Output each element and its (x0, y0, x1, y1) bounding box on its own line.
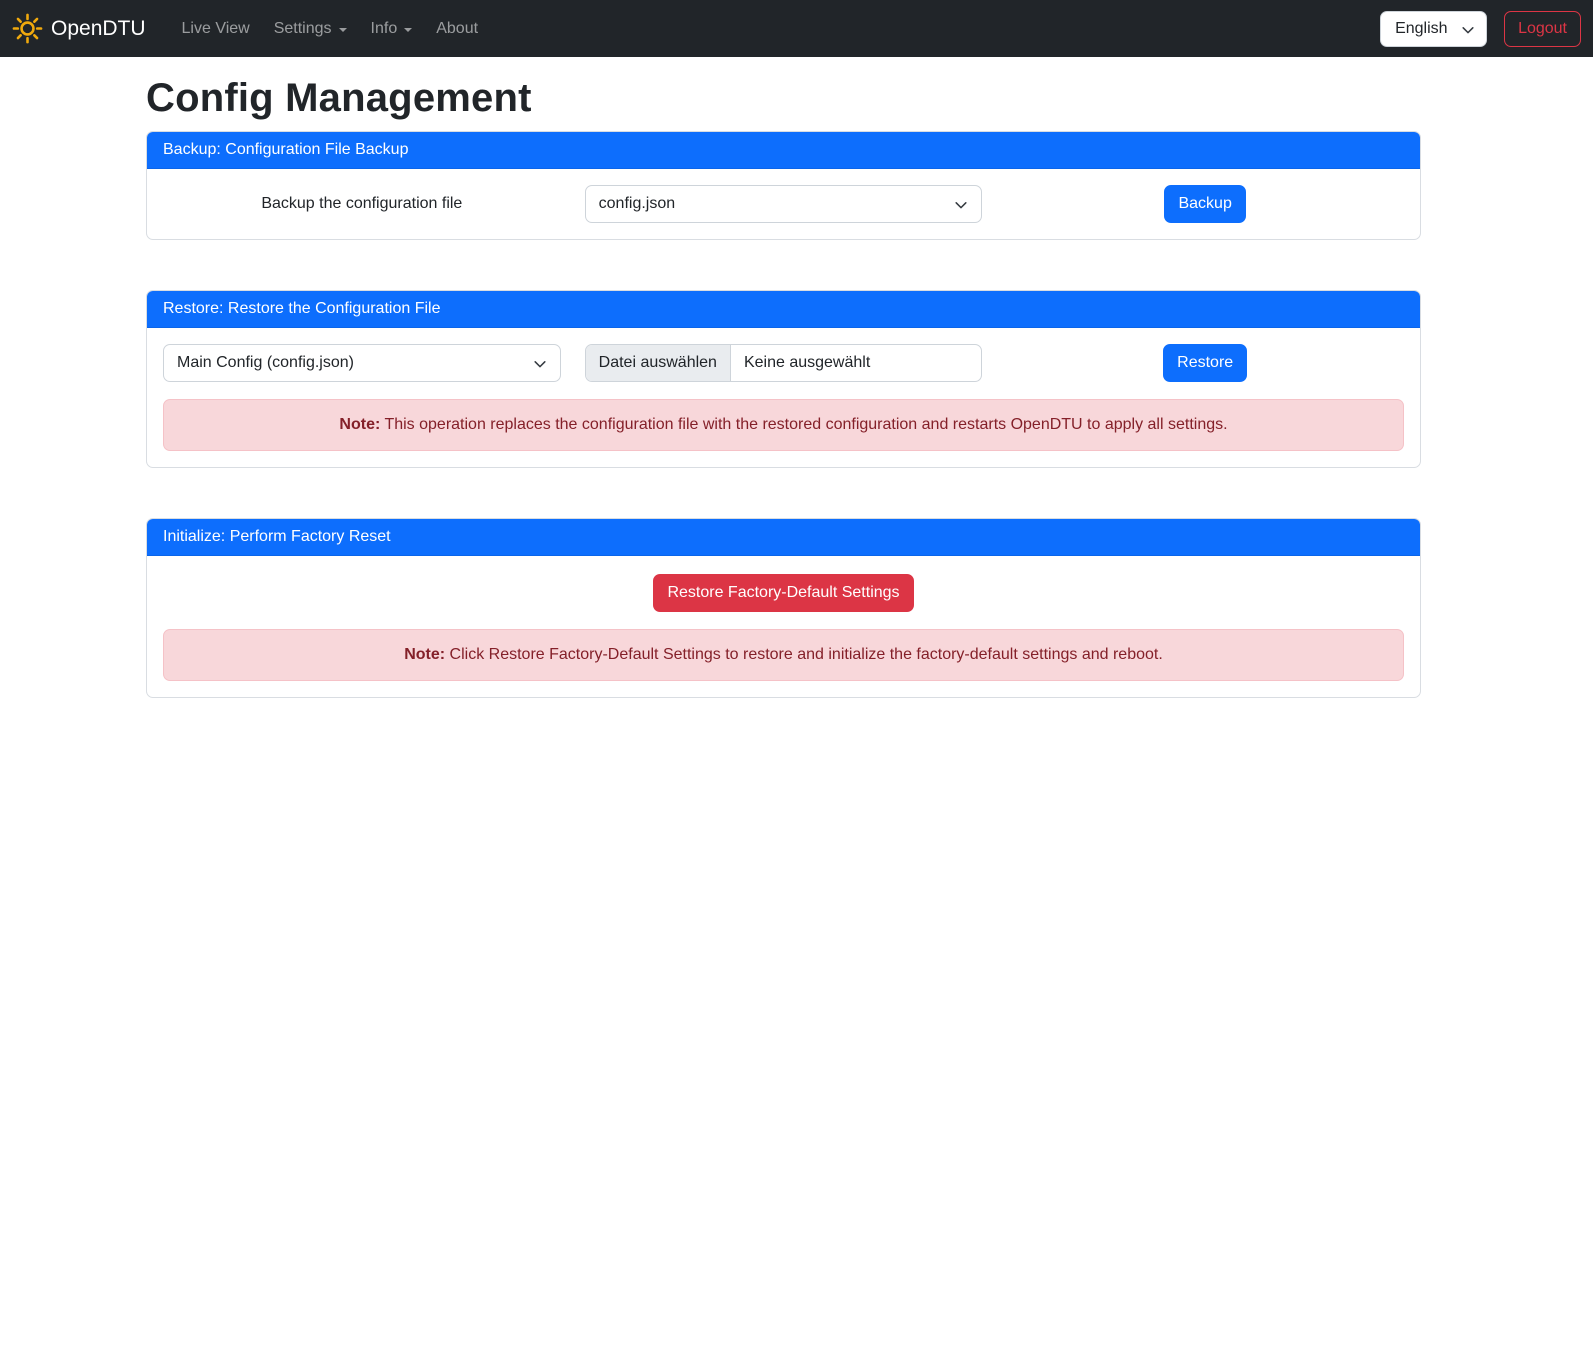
restore-note-alert (163, 399, 1404, 451)
navbar-right (1380, 11, 1581, 47)
restore-file-input[interactable] (585, 344, 983, 382)
navbar (0, 0, 1593, 57)
note-label: Note: (339, 416, 381, 433)
chevron-down-icon (954, 198, 968, 217)
backup-card (146, 131, 1421, 240)
brand-label: OpenDTU (51, 16, 146, 40)
nav-item-settings[interactable] (266, 12, 355, 46)
backup-file-select-value: config.json (598, 195, 676, 212)
restore-config-select-value: Main Config (config.json) (177, 354, 354, 371)
nav-item-label: Live View (181, 19, 250, 37)
brand-link[interactable] (12, 13, 146, 44)
restore-card (146, 290, 1421, 468)
logout-button[interactable]: Logout (1504, 11, 1581, 47)
nav-item-label: Info (370, 19, 398, 37)
language-select[interactable] (1380, 11, 1487, 47)
nav-item-label: About (436, 19, 479, 37)
caret-down-icon (404, 28, 412, 32)
backup-file-select[interactable] (585, 185, 983, 223)
factory-reset-card-body (147, 556, 1420, 697)
factory-reset-card (146, 518, 1421, 698)
file-chosen-status: Keine ausgewählt (743, 354, 871, 371)
restore-button[interactable]: Restore (1163, 344, 1247, 382)
factory-reset-card-header: Initialize: Perform Factory Reset (147, 519, 1420, 556)
factory-reset-note-alert (163, 629, 1404, 681)
backup-card-header: Backup: Configuration File Backup (147, 132, 1420, 169)
main-content (146, 57, 1421, 698)
nav-item-about[interactable] (428, 12, 486, 46)
note-text: This operation replaces the configuration file with the restored configuration and restarts OpenDTU to apply all settings. (384, 416, 1228, 433)
note-text: Click Restore Factory-Default Settings to restore and initialize the factory-default settings and reboot. (449, 646, 1163, 663)
sun-icon (12, 13, 43, 44)
restore-card-header: Restore: Restore the Configuration File (147, 291, 1420, 328)
nav-item-live-view[interactable] (174, 12, 258, 46)
nav-item-info[interactable] (363, 12, 421, 46)
nav-item-label: Settings (273, 19, 332, 37)
backup-card-body (147, 169, 1420, 239)
chevron-down-icon (1461, 23, 1475, 42)
factory-reset-button[interactable]: Restore Factory-Default Settings (653, 574, 913, 612)
page-title: Config Management (146, 76, 532, 120)
backup-file-label: Backup the configuration file (261, 195, 463, 212)
caret-down-icon (339, 28, 347, 32)
nav-links (170, 12, 491, 46)
restore-card-body (147, 328, 1420, 467)
language-select-value: English (1395, 19, 1448, 37)
file-choose-button[interactable]: Datei auswählen (586, 345, 731, 381)
restore-config-select[interactable] (163, 344, 561, 382)
backup-button[interactable]: Backup (1164, 185, 1245, 223)
note-label: Note: (404, 646, 446, 663)
navbar-left (12, 12, 490, 46)
chevron-down-icon (533, 357, 547, 376)
